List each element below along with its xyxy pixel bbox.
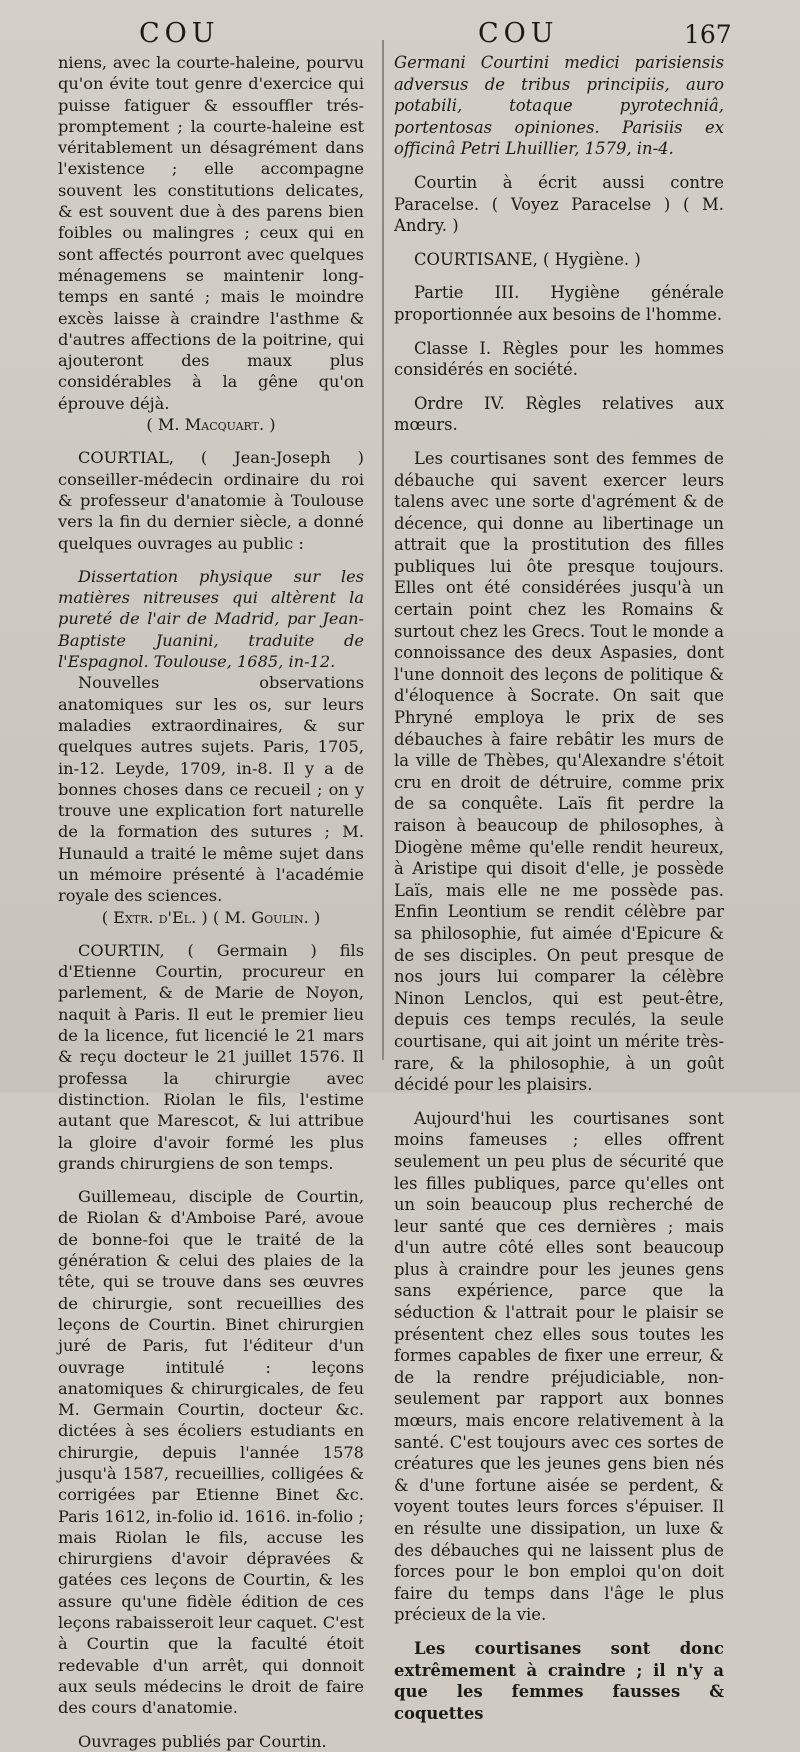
- running-head-left: COU: [139, 18, 220, 49]
- courtial-work-1: Dissertation physique sur les matières nitreuses qui altèrent la pureté de l'air de Madrid, par Jean-Baptiste Juanini, traduite de l'Espagnol. Toulouse, 1685, in-12.: [58, 566, 364, 672]
- courtisanes-paragraph-2: Aujourd'hui les courtisanes sont moins fameuses ; elles offrent seulement un peu plus de sécurité que les filles publiques, parce qu'elles ont un soin beaucoup plus recherché de leur santé que ces dernières ; mais d'un autre côté elles sont beaucoup plus à craindre pour les jeunes gens sans expérience, parce que la séduction & l'attrait pour le plaisir se présentent chez elles sous toutes les formes capables de fixer une erreur, & de la rendre préjudiciable, non-seulement par rapport aux bonnes mœurs, mais encore relativement à la santé. C'est toujours avec ces sortes de créatures que les jeunes gens bien nés & d'une fortune aisée se perdent, & voyent toutes leurs forces s'épuiser. Il en résulte une dissipation, un luxe & des débauches qui ne laissent plus de forces pour le bon emploi qu'on doit faire du temps dans l'âge le plus précieux de la vie.: [394, 1108, 724, 1625]
- page-number: 167: [684, 20, 732, 49]
- left-column: [58, 52, 364, 1752]
- ordre-heading: Ordre IV. Règles relatives aux mœurs.: [394, 393, 724, 435]
- courtial-work-2: Nouvelles observations anatomiques sur les os, sur leurs maladies extraordinaires, & sur quelques autres sujets. Paris, 1705, in-12. Leyde, 1709, in-8. Il y a de bonnes choses dans ce recueil ; on y trouve une explication fort naturelle de la formation des sutures ; M. Hunauld a traité le même sujet dans un mémoire présenté à l'académie royale des sciences.: [58, 673, 364, 906]
- courtisane-heading: COURTISANE, ( Hygiène. ): [414, 249, 641, 269]
- goulin-signature: ( Extr. d'El. ) ( M. Goulin. ): [101, 907, 321, 927]
- partie-heading: Partie III. Hygiène générale proportionnée aux besoins de l'homme.: [394, 283, 724, 324]
- right-column: [394, 52, 724, 1724]
- courtisanes-paragraph-3: Les courtisanes sont donc extrêmement à craindre ; il n'y a que les femmes fausses & coquettes: [394, 1638, 724, 1723]
- column-divider: [382, 40, 384, 1060]
- courtin-entry: COURTIN, ( Germain ) fils d'Etienne Courtin, procureur en parlement, & de Marie de Noyon, naquit à Paris. Il eut le premier lieu de la licence, fut licencié le 21 mars & reçu docteur le 21 juillet 1576. Il professa la chirurgie avec distinction. Riolan le fils, l'estime autant que Marescot, & lui attribue la gloire d'avoir formé les plus grands chirurgiens de son temps.: [58, 940, 364, 1173]
- courtin-works-heading: Ouvrages publiés par Courtin.: [78, 1731, 327, 1751]
- courtin-disciples-paragraph: Guillemeau, disciple de Courtin, de Riolan & d'Amboise Paré, avoue de bonne-foi que le traité de la génération & celui des plaies de la tête, qui se trouve dans ses œuvres de chirurgie, sont recueillies des leçons de Courtin. Binet chirurgien juré de Paris, fut l'éditeur d'un ouvrage intitulé : leçons anatomiques & chirurgicales, de feu M. Germain Courtin, docteur &c. dictées à ses écoliers estudiants en chirurgie, depuis l'année 1578 jusqu'à 1587, recueillies, colligées & corrigées par Etienne Binet &c. Paris 1612, in-folio id. 1616. in-folio ; mais Riolan le fils, accuse les chirurgiens d'avoir dépravées & gatées ces leçons de Courtin, & les assure qu'une fidèle édition de ces leçons rabaisseroit leur caquet. C'est à Courtin que la faculté étoit redevable d'un arrêt, qui donnoit aux seuls médecins le droit de faire des cours d'anatomie.: [58, 1187, 364, 1718]
- courtisanes-paragraph-1: Les courtisanes sont des femmes de débauche qui savent exercer leurs talens avec une sorte d'agrément & de décence, qui donne au libertinage un attrait que la prostitution des filles publiques lui ôte presque toujours. Elles ont été considérées jusqu'à un certain point chez les Romains & surtout chez les Grecs. Tout le monde a connoissance des deux Aspasies, dont l'une donnoit des leçons de politique & d'éloquence à Socrate. On sait que Phryné employa le prix de ses débauches à faire rebâtir les murs de la ville de Thèbes, qu'Alexandre s'étoit cru en droit de détruire, comme prix de sa conquête. Laïs fit perdre la raison à beaucoup de philosophes, à Diogène même qu'elle rendit heureux, à Aristipe qui disoit d'elle, je possède Laïs, mais elle ne me possède pas. Enfin Leontium se rendit célèbre par sa philosophie, fut aimée d'Epicure & de ses disciples. On peut presque de nos jours lui comparer la célèbre Ninon Lenclos, qui est peut-être, depuis ces temps reculés, la seule courtisane, qui ait joint un mérite très-rare, & la philosophie, à un goût décidé pour les plaisirs.: [394, 448, 724, 1095]
- courte-haleine-paragraph: niens, avec la courte-haleine, pourvu qu'on évite tout genre d'exercice qui puisse fatiguer & essouffler trés-promptement ; la courte-haleine est véritablement un désagrément dans l'existence ; elle accompagne souvent les constitutions delicates, & est souvent due à des parens bien foibles ou malingres ; ceux qui en sont affectés pourront avec quelques ménagemens se maintenir long-temps en santé ; mais le moindre excès laisse à craindre l'asthme & d'autres affections de la poitrine, qui ajouteront des maux plus considérables à la gêne qu'on éprouve déjà.: [58, 53, 364, 413]
- courtin-latin-title: Germani Courtini medici parisiensis adversus de tribus principiis, auro potabili, totaque pyrotechniâ, portentosas opiniones. Parisiis ex officinâ Petri Lhuillier, 1579, in-4.: [394, 53, 724, 159]
- running-head-right: COU: [478, 18, 559, 49]
- macquart-signature: ( M. Macquart. ): [146, 415, 276, 435]
- courtial-entry: COURTIAL, ( Jean-Joseph ) conseiller-médecin ordinaire du roi & professeur d'anatomie à Toulouse vers la fin du dernier siècle, a donné quelques ouvrages au public :: [58, 448, 364, 553]
- classe-heading: Classe I. Règles pour les hommes considérés en société.: [394, 338, 724, 380]
- andry-signature: Courtin à écrit aussi contre Paracelse. ( Voyez Paracelse ) ( M. Andry. ): [394, 172, 724, 236]
